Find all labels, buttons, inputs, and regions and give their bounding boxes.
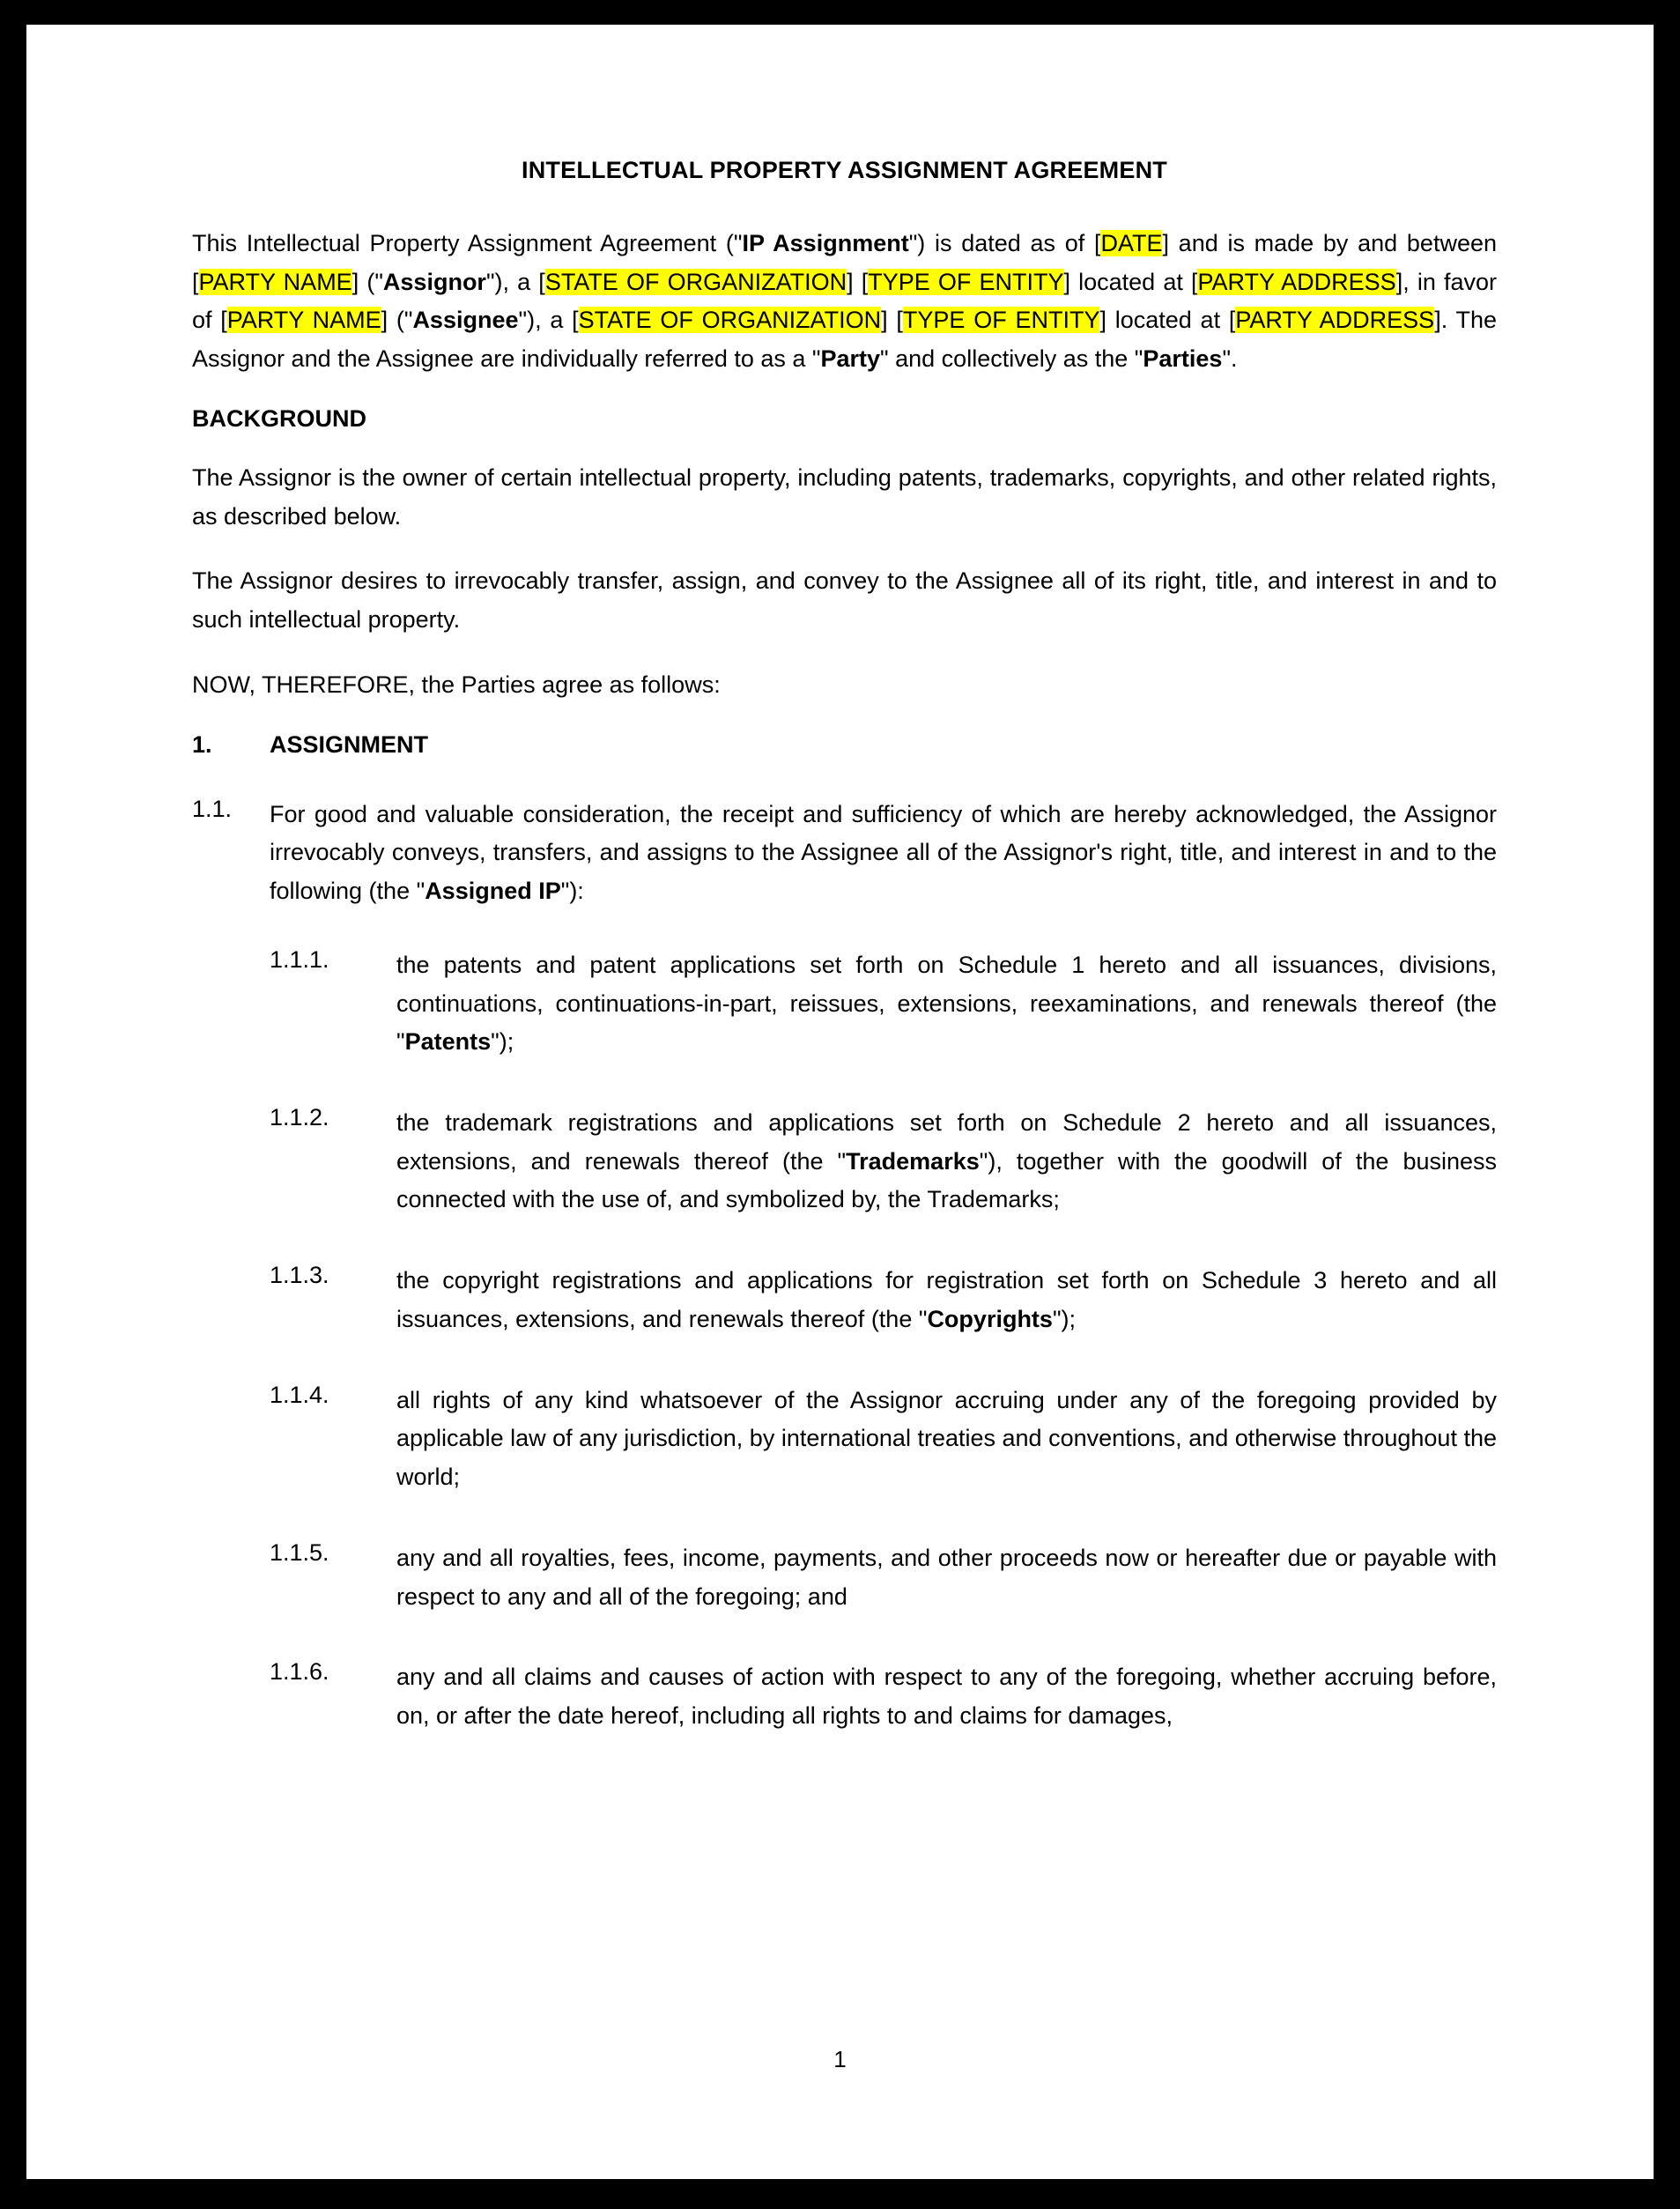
field-entity-2: TYPE OF ENTITY bbox=[902, 307, 1100, 334]
clause-1-1-3 bbox=[192, 1262, 1497, 1338]
clause-1-1-2-text-a: the trademark registrations and applications set forth on Schedule 2 hereto and all issuances, extensions, and renewals thereof (the " bbox=[396, 1109, 1497, 1175]
section-1-title: ASSIGNMENT bbox=[270, 730, 429, 758]
intro-term-party: Party bbox=[820, 345, 881, 373]
now-therefore-paragraph: NOW, THEREFORE, the Parties agree as follows: bbox=[192, 671, 721, 698]
clause-1-1-text bbox=[270, 796, 1497, 911]
intro-term-parties: Parties bbox=[1143, 345, 1223, 373]
intro-text-i: ], in favor of [ bbox=[192, 268, 1498, 334]
clause-1-1-3-number: 1.1.3. bbox=[270, 1262, 329, 1289]
intro-paragraph bbox=[192, 225, 1497, 379]
intro-text-d: ] and is made by and between [ bbox=[192, 230, 1497, 295]
background-paragraph-1: The Assignor is the owner of certain intellectual property, including patents, trademarks, copyrights, and other related rights, as described below. bbox=[192, 463, 1497, 530]
clause-1-1-3-text-a: the copyright registrations and applications for registration set forth on Schedule 3 hereto and all issuances, extensions, and renewals thereof (the " bbox=[396, 1267, 1497, 1332]
clause-1-1-term: Assigned IP bbox=[425, 878, 561, 905]
intro-text-c: ") is dated as of [ bbox=[908, 230, 1101, 256]
background-heading: BACKGROUND bbox=[192, 404, 366, 432]
background-paragraph-2: The Assignor desires to irrevocably transfer, assign, and convey to the Assignee all of its right, title, and interest in and to such intellectual property. bbox=[192, 567, 1497, 634]
intro-text-o: " and collectively as the " bbox=[880, 345, 1143, 373]
clause-1-1-text-a: For good and valuable consideration, the receipt and sufficiency of which are hereby acknowledged, the Assignor irrevocably conveys, transfers, and assigns to the Assignee all of the Assignor's right, title, and interest in and to the following (the " bbox=[270, 800, 1497, 905]
clause-1-1-1-text-b: "); bbox=[491, 1028, 514, 1056]
intro-text-j: ] (" bbox=[381, 307, 413, 334]
field-date: DATE bbox=[1100, 230, 1163, 256]
field-party-name-1: PARTY NAME bbox=[198, 268, 352, 295]
clause-1-1-1-term: Patents bbox=[404, 1028, 492, 1056]
document-title: INTELLECTUAL PROPERTY ASSIGNMENT AGREEMENT bbox=[522, 157, 1167, 183]
clause-1-1-6-text: any and all claims and causes of action with respect to any of the foregoing, whether accruing before, on, or after the date hereof, including all rights to and claims for damages, bbox=[396, 1664, 1497, 1730]
clause-1-1-number: 1.1. bbox=[192, 795, 233, 822]
clause-1-1-3-text-b: "); bbox=[1052, 1305, 1077, 1332]
section-1 bbox=[192, 731, 1497, 759]
clause-1-1-4-number: 1.1.4. bbox=[270, 1381, 329, 1408]
clause-1-1-2-term: Trademarks bbox=[846, 1147, 980, 1175]
field-address-1: PARTY ADDRESS bbox=[1197, 268, 1396, 295]
intro-text-l: ] [ bbox=[881, 307, 903, 334]
clause-1-1-2-text-b: "), together with the goodwill of the business connected with the use of, and symbolized by, the Trademarks; bbox=[396, 1147, 1498, 1213]
clause-1-1-3-term: Copyrights bbox=[927, 1305, 1053, 1332]
clause-1-1-6-number: 1.1.6. bbox=[270, 1658, 329, 1686]
clause-1-1-text-b: "): bbox=[560, 878, 584, 905]
clause-1-1 bbox=[192, 796, 1497, 911]
intro-text-h: ] located at [ bbox=[1063, 268, 1198, 295]
intro-text-p: ". bbox=[1222, 345, 1238, 373]
clause-1-1-2 bbox=[192, 1104, 1497, 1219]
intro-text-f: "), a [ bbox=[485, 268, 545, 295]
clause-1-1-1-text-a: the patents and patent applications set forth on Schedule 1 hereto and all issuances, divisions, continuations, continuations-in-part, reissues, extensions, reexaminations, and renewals thereof (the " bbox=[396, 951, 1497, 1056]
intro-text-k: "), a [ bbox=[518, 307, 579, 334]
page-number: 1 bbox=[833, 2046, 847, 2072]
clause-1-1-4-text: all rights of any kind whatsoever of the Assignor accruing under any of the foregoing provided by applicable law of any jurisdiction, by international treaties and conventions, and otherwise throughout the world; bbox=[396, 1386, 1497, 1491]
clause-1-1-6 bbox=[192, 1658, 1497, 1735]
field-state-2: STATE OF ORGANIZATION bbox=[578, 307, 882, 334]
section-1-number: 1. bbox=[192, 730, 212, 758]
intro-text-m: ] located at [ bbox=[1099, 307, 1236, 334]
document-page bbox=[26, 25, 1654, 2179]
intro-term-ip-assignment: IP Assignment bbox=[742, 230, 909, 256]
intro-text-e: ] (" bbox=[352, 268, 383, 295]
clause-1-1-5-number: 1.1.5. bbox=[270, 1538, 329, 1566]
clause-1-1-5 bbox=[192, 1539, 1497, 1616]
field-entity-1: TYPE OF ENTITY bbox=[868, 268, 1064, 295]
intro-text-a: This Intellectual Property Assignment Agreement (" bbox=[192, 230, 743, 256]
clause-1-1-3-text bbox=[396, 1262, 1497, 1338]
intro-term-assignee: Assignee bbox=[412, 307, 519, 334]
clause-1-1-1-number: 1.1.1. bbox=[270, 945, 329, 973]
field-state-1: STATE OF ORGANIZATION bbox=[544, 268, 847, 295]
clause-1-1-4 bbox=[192, 1382, 1497, 1497]
intro-term-assignor: Assignor bbox=[382, 268, 486, 295]
clause-1-1-2-number: 1.1.2. bbox=[270, 1104, 329, 1131]
intro-text-n: ]. The Assignor and the Assignee are individually referred to as a " bbox=[192, 307, 1497, 373]
clause-1-1-2-text bbox=[396, 1104, 1497, 1219]
field-party-name-2: PARTY NAME bbox=[226, 307, 381, 334]
clause-1-1-1-text bbox=[396, 946, 1497, 1062]
clause-1-1-5-text: any and all royalties, fees, income, payments, and other proceeds now or hereafter due or payable with respect to any and all of the foregoing; and bbox=[396, 1544, 1497, 1610]
clause-1-1-1 bbox=[192, 946, 1497, 1062]
field-address-2: PARTY ADDRESS bbox=[1235, 307, 1435, 334]
intro-text-g: ] [ bbox=[847, 268, 869, 295]
